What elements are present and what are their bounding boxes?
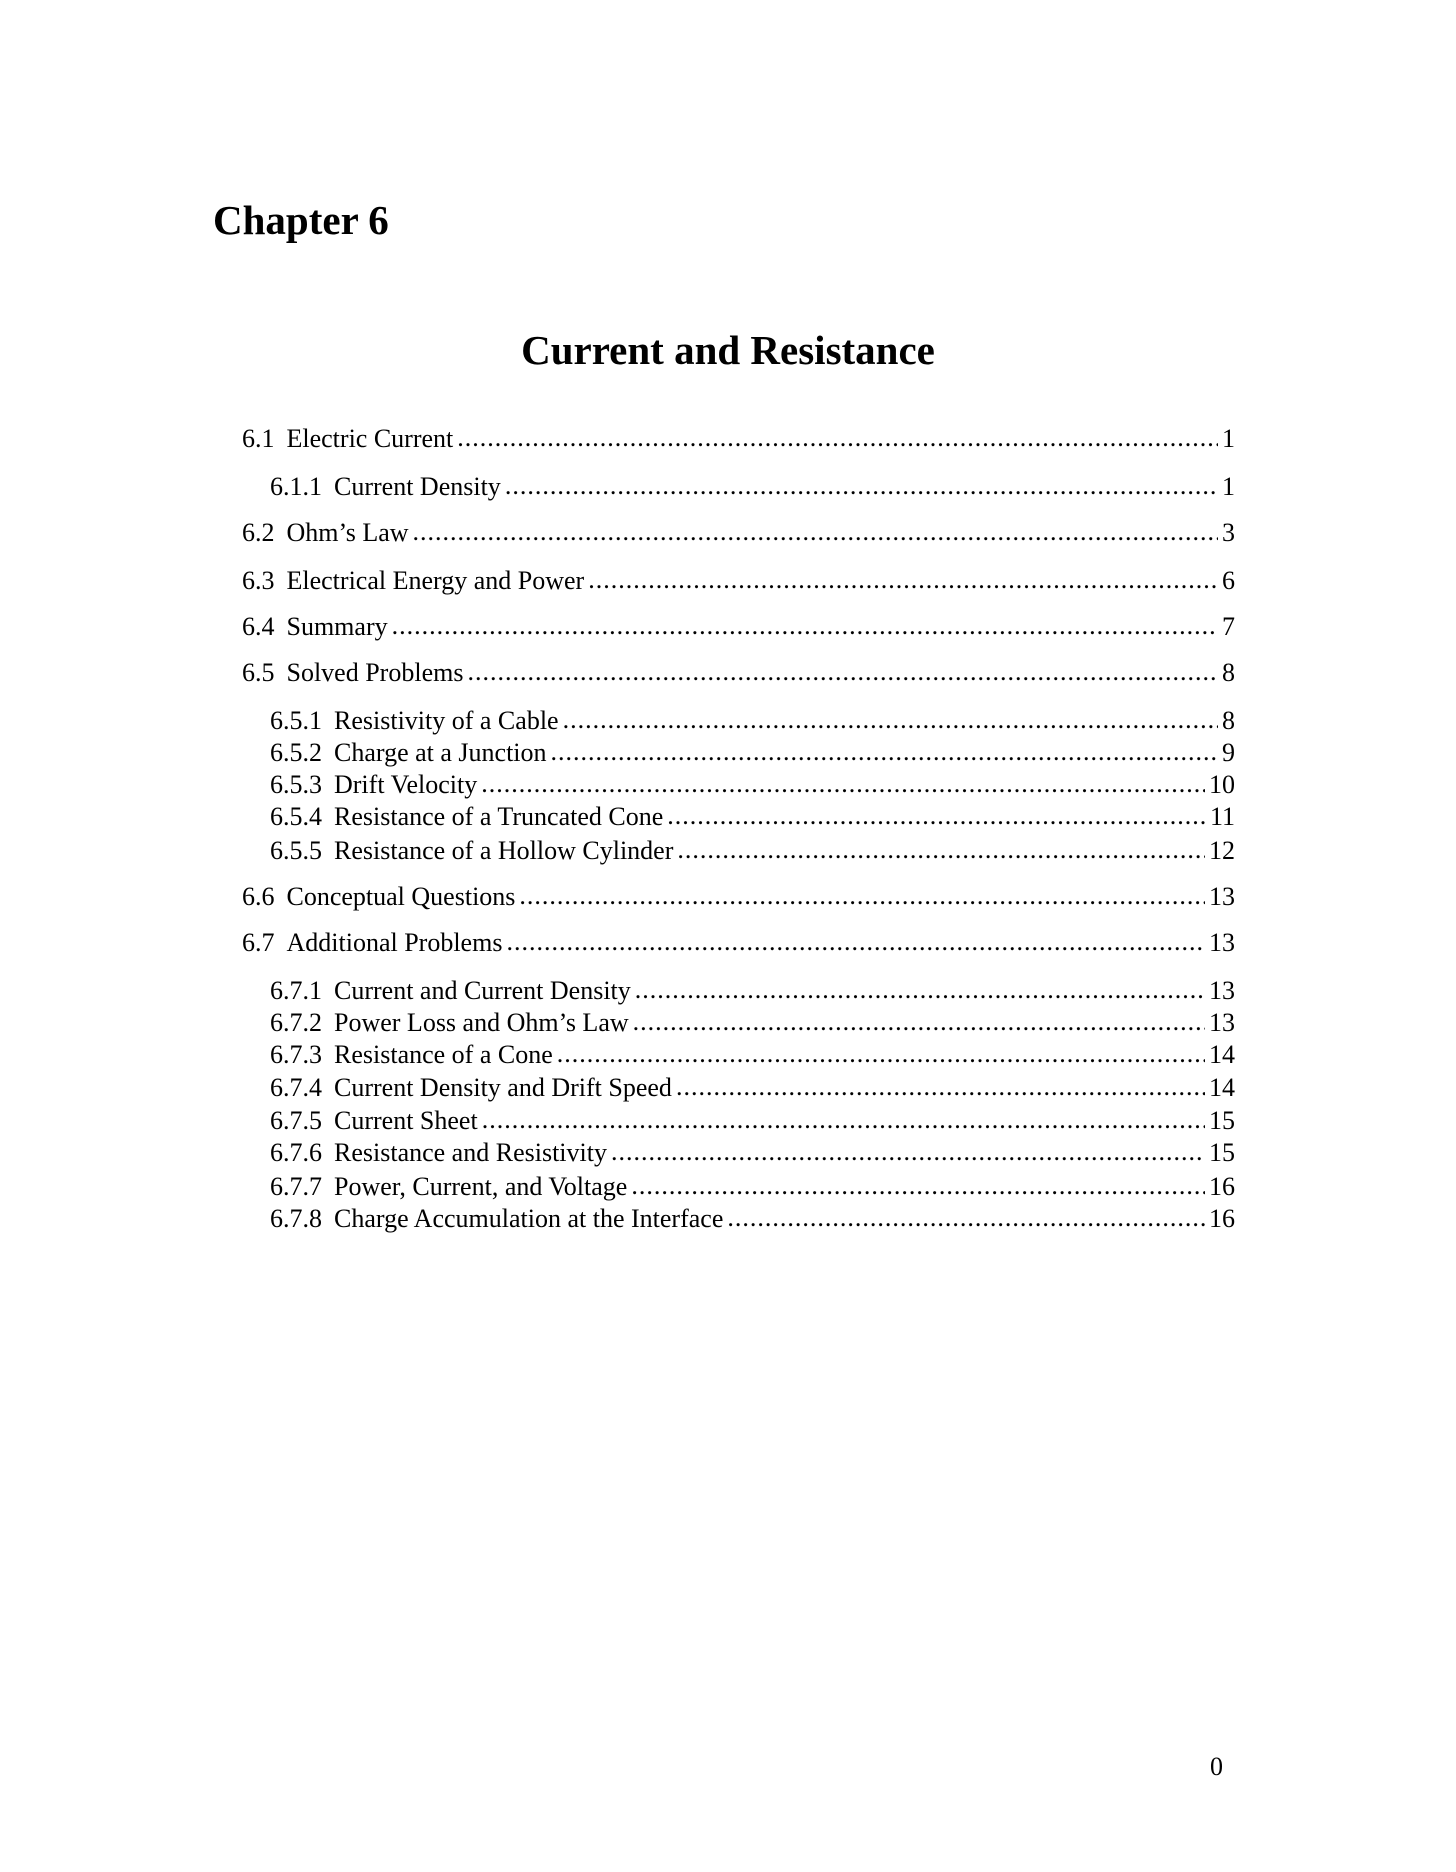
toc-entry-title: Charge Accumulation at the Interface bbox=[334, 1204, 724, 1233]
toc-entry-number: 6.7 bbox=[242, 928, 275, 957]
chapter-title: Current and Resistance bbox=[521, 327, 935, 373]
toc-entry[interactable] bbox=[270, 976, 1235, 1006]
toc-entry-title: Resistance of a Cone bbox=[334, 1040, 553, 1069]
toc-dot-leader bbox=[467, 658, 1218, 687]
toc-entry-number: 6.7.4 bbox=[270, 1073, 322, 1102]
toc-dot-leader bbox=[557, 1040, 1205, 1069]
toc-entry[interactable] bbox=[270, 770, 1235, 800]
toc-entry-page: 10 bbox=[1209, 770, 1235, 799]
toc-entry[interactable] bbox=[270, 1008, 1235, 1038]
toc-entry[interactable] bbox=[242, 882, 1235, 912]
toc-dot-leader bbox=[676, 1073, 1205, 1102]
toc-dot-leader bbox=[588, 566, 1218, 595]
toc-entry-title: Power Loss and Ohm’s Law bbox=[334, 1008, 629, 1037]
toc-dot-leader bbox=[633, 1008, 1205, 1037]
toc-entry-page: 14 bbox=[1209, 1040, 1235, 1069]
toc-entry-number: 6.1 bbox=[242, 424, 275, 453]
toc-dot-leader bbox=[519, 882, 1205, 911]
toc-entry-title: Additional Problems bbox=[286, 928, 503, 957]
toc-entry-page: 15 bbox=[1209, 1138, 1235, 1167]
toc-entry-number: 6.5.5 bbox=[270, 836, 322, 865]
toc-entry-number: 6.5.2 bbox=[270, 738, 322, 767]
toc-entry-title: Current Sheet bbox=[334, 1106, 478, 1135]
toc-entry-page: 13 bbox=[1209, 976, 1235, 1005]
toc-dot-leader bbox=[563, 706, 1218, 735]
toc-entry-title: Resistance of a Hollow Cylinder bbox=[334, 836, 674, 865]
toc-entry-title: Resistance and Resistivity bbox=[334, 1138, 607, 1167]
toc-entry-title: Solved Problems bbox=[286, 658, 464, 687]
toc-entry-title: Electrical Energy and Power bbox=[286, 566, 585, 595]
toc-entry-page: 9 bbox=[1222, 738, 1235, 767]
toc-entry[interactable] bbox=[270, 1204, 1235, 1234]
toc-entry[interactable] bbox=[242, 612, 1235, 642]
toc-entry-page: 16 bbox=[1209, 1204, 1235, 1233]
toc-entry-number: 6.5 bbox=[242, 658, 275, 687]
toc-entry[interactable] bbox=[270, 802, 1235, 832]
toc-entry-page: 7 bbox=[1222, 612, 1235, 641]
toc-entry[interactable] bbox=[242, 928, 1235, 958]
toc-dot-leader bbox=[635, 976, 1205, 1005]
toc-entry-page: 16 bbox=[1209, 1172, 1235, 1201]
toc-entry[interactable] bbox=[270, 738, 1235, 768]
toc-entry[interactable] bbox=[242, 518, 1235, 548]
toc-entry-title: Current and Current Density bbox=[334, 976, 631, 1005]
toc-entry-title: Current Density bbox=[334, 472, 501, 501]
toc-entry-number: 6.3 bbox=[242, 566, 275, 595]
toc-entry-page: 8 bbox=[1222, 658, 1235, 687]
toc-entry-page: 1 bbox=[1222, 424, 1235, 453]
toc-entry[interactable] bbox=[270, 1040, 1235, 1070]
toc-entry-number: 6.7.5 bbox=[270, 1106, 322, 1135]
toc-entry-number: 6.7.1 bbox=[270, 976, 322, 1005]
toc-entry-title: Power, Current, and Voltage bbox=[334, 1172, 628, 1201]
toc-entry-title: Drift Velocity bbox=[334, 770, 478, 799]
toc-entry-page: 13 bbox=[1209, 1008, 1235, 1037]
toc-entry[interactable] bbox=[270, 1073, 1235, 1103]
toc-entry-page: 1 bbox=[1222, 472, 1235, 501]
toc-entry-page: 8 bbox=[1222, 706, 1235, 735]
toc-entry-title: Resistance of a Truncated Cone bbox=[334, 802, 664, 831]
toc-entry-title: Charge at a Junction bbox=[334, 738, 547, 767]
toc-entry-page: 13 bbox=[1209, 928, 1235, 957]
toc-entry[interactable] bbox=[270, 1138, 1235, 1168]
toc-entry-page: 11 bbox=[1209, 802, 1235, 831]
toc-entry-number: 6.7.6 bbox=[270, 1138, 322, 1167]
toc-entry-page: 3 bbox=[1222, 518, 1235, 547]
toc-entry-title: Summary bbox=[286, 612, 388, 641]
toc-entry-page: 6 bbox=[1222, 566, 1235, 595]
toc-entry-number: 6.7.8 bbox=[270, 1204, 322, 1233]
toc-entry-number: 6.5.3 bbox=[270, 770, 322, 799]
toc-entry-page: 12 bbox=[1209, 836, 1235, 865]
toc-dot-leader bbox=[727, 1204, 1205, 1233]
toc-dot-leader bbox=[457, 424, 1218, 453]
toc-entry-page: 13 bbox=[1209, 882, 1235, 911]
toc-entry-number: 6.1.1 bbox=[270, 472, 322, 501]
toc-entry-title: Conceptual Questions bbox=[286, 882, 516, 911]
toc-dot-leader bbox=[506, 928, 1205, 957]
toc-dot-leader bbox=[482, 1106, 1205, 1135]
toc-entry-number: 6.6 bbox=[242, 882, 275, 911]
toc-dot-leader bbox=[677, 836, 1205, 865]
toc-entry-title: Current Density and Drift Speed bbox=[334, 1073, 672, 1102]
toc-dot-leader bbox=[505, 472, 1218, 501]
toc-entry[interactable] bbox=[242, 424, 1235, 454]
page-number: 0 bbox=[1210, 1752, 1223, 1781]
toc-entry-number: 6.2 bbox=[242, 518, 275, 547]
toc-entry-title: Resistivity of a Cable bbox=[334, 706, 559, 735]
toc-dot-leader bbox=[551, 738, 1218, 767]
toc-entry[interactable] bbox=[270, 836, 1235, 866]
toc-entry[interactable] bbox=[242, 566, 1235, 596]
toc-entry-number: 6.4 bbox=[242, 612, 275, 641]
toc-entry-number: 6.5.4 bbox=[270, 802, 322, 831]
toc-entry-number: 6.5.1 bbox=[270, 706, 322, 735]
toc-entry[interactable] bbox=[270, 1172, 1235, 1202]
toc-entry-page: 15 bbox=[1209, 1106, 1235, 1135]
toc-entry-title: Electric Current bbox=[286, 424, 454, 453]
toc-entry[interactable] bbox=[270, 1106, 1235, 1136]
toc-entry-number: 6.7.3 bbox=[270, 1040, 322, 1069]
toc-entry[interactable] bbox=[270, 706, 1235, 736]
toc-entry[interactable] bbox=[242, 658, 1235, 688]
toc-entry-number: 6.7.7 bbox=[270, 1172, 322, 1201]
toc-dot-leader bbox=[481, 770, 1205, 799]
toc-entry-number: 6.7.2 bbox=[270, 1008, 322, 1037]
toc-entry-title: Ohm’s Law bbox=[286, 518, 409, 547]
toc-dot-leader bbox=[631, 1172, 1205, 1201]
toc-dot-leader bbox=[413, 518, 1218, 547]
toc-entry[interactable] bbox=[270, 472, 1235, 502]
toc-dot-leader bbox=[611, 1138, 1205, 1167]
toc-dot-leader bbox=[392, 612, 1218, 641]
toc-dot-leader bbox=[667, 802, 1206, 831]
chapter-label: Chapter 6 bbox=[213, 197, 389, 243]
toc-entry-page: 14 bbox=[1209, 1073, 1235, 1102]
